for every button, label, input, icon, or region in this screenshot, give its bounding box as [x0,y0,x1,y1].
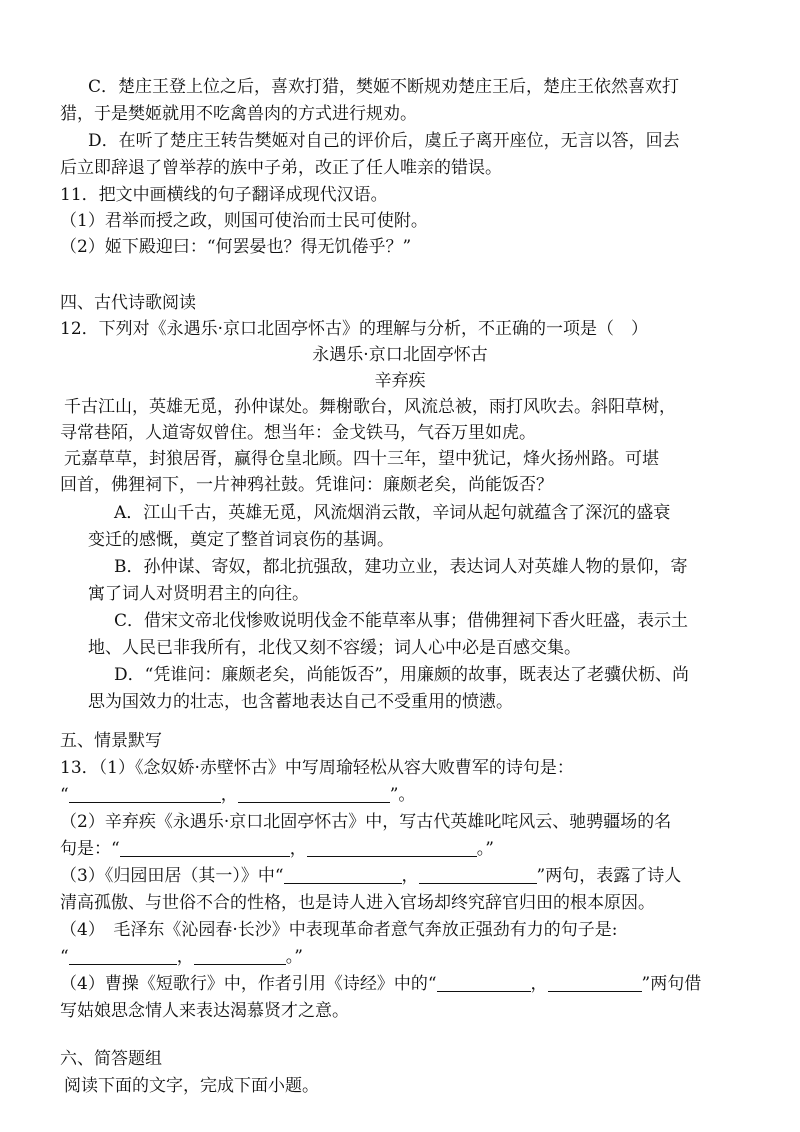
q11-sentence-2: （2）姬下殿迎曰：“何罢晏也？得无饥倦乎？” [60,237,412,257]
section-5-heading: 五、情景默写 [60,731,162,751]
answer-blank[interactable] [307,838,477,857]
q11-sentence-1: （1）君举而授之政，则国可使治而士民可使附。 [60,211,428,231]
separator: ， [401,866,419,886]
poem-stanza-1-line1: 千古江山，英雄无觅，孙仲谋处。舞榭歌台，风流总被，雨打风吹去。斜阳草树， [64,397,676,417]
q13-5-line1 [60,971,701,997]
q10-option-d-line2: 后立即辞退了曾举荐的族中子弟，改正了任人唯亲的错误。 [60,158,502,178]
q13-1-stem: 13．（1）《念奴娇·赤壁怀古》中写周瑜轻松从容大败曹军的诗句是： [60,758,574,778]
q13-2-answer-line [60,836,494,862]
q12-option-b-line2: 寓了词人对贤明君主的向往。 [88,584,309,604]
q13-4-answer-line [60,944,303,970]
q10-option-c-line1: C．楚庄王登上位之后，喜欢打猎，樊姬不断规劝楚庄王后，楚庄王依然喜欢打 [88,77,680,97]
close-quote: 。” [476,839,494,859]
q12-option-a-line2: 变迁的感慨，奠定了整首词哀伤的基调。 [88,530,394,550]
q13-3-line2: 清高孤傲、与世俗不合的性格，也是诗人进入官场却终究辞官归田的根本原因。 [60,893,655,913]
poem-stanza-1-line2: 寻常巷陌，人道寄奴曾住。想当年：金戈铁马，气吞万里如虎。 [60,423,536,443]
open-quote: “ [60,947,69,967]
separator: ， [176,947,194,967]
q12-option-b-line1: B．孙仲谋、寄奴，都北抗强敌，建功立业，表达词人对英雄人物的景仰，寄 [114,557,688,577]
q13-4-stem: （4） 毛泽东《沁园春·长沙》中表现革命者意气奔放正强劲有力的句子是: [60,920,618,940]
separator: ， [289,839,307,859]
section-4-heading: 四、古代诗歌阅读 [60,293,196,313]
close-quote: 。” [285,947,303,967]
answer-blank[interactable] [238,784,390,803]
q11-stem: 11．把文中画横线的句子翻译成现代汉语。 [60,185,388,205]
q13-5-line2: 写姑娘思念情人来表达渴慕贤才之意。 [60,1001,349,1021]
answer-blank[interactable] [120,838,290,857]
prefix: （4）曹操《短歌行》中，作者引用《诗经》中的“ [60,974,437,994]
open-quote: “ [60,785,69,805]
q10-option-c-line2: 猎，于是樊姬就用不吃禽兽肉的方式进行规劝。 [60,104,417,124]
poem-stanza-2-line1: 元嘉草草，封狼居胥，赢得仓皇北顾。四十三年，望中犹记，烽火扬州路。可堪 [64,449,659,469]
prefix: （3）《归园田居（其一）》中“ [60,866,284,886]
answer-blank[interactable] [419,865,537,884]
suffix: ”两句，表露了诗人 [536,866,682,886]
section-6-heading: 六、简答题组 [60,1049,162,1069]
separator: ， [220,785,238,805]
q12-option-d-line1: D．“凭谁问：廉颇老矣，尚能饭否”，用廉颇的故事，既表达了老骥伏枥、尚 [114,665,690,685]
prefix: 句是：“ [60,839,120,859]
answer-blank[interactable] [284,865,402,884]
q12-option-c-line2: 地、人民已非我所有，北伐又刻不容缓；词人心中必是百感交集。 [88,638,581,658]
q12-option-a-line1: A．江山千古，英雄无觅，风流烟消云散，辛词从起句就蕴含了深沉的盛衰 [114,503,671,523]
q13-2-stem: （2）辛弃疾《永遇乐·京口北固亭怀古》中，写古代英雄叱咤风云、驰骋疆场的名 [60,812,672,832]
answer-blank[interactable] [548,973,642,992]
q12-stem: 12．下列对《永遇乐·京口北固亭怀古》的理解与分析，不正确的一项是（ ） [60,319,649,339]
answer-blank[interactable] [69,784,221,803]
section-6-instruction: 阅读下面的文字，完成下面小题。 [64,1076,319,1096]
q12-option-c-line1: C．借宋文帝北伐惨败说明伐金不能草率从事；借佛狸祠下香火旺盛，表示土 [114,611,689,631]
q10-option-d-line1: D．在听了楚庄王转告樊姬对自己的评价后，虞丘子离开座位，无言以答，回去 [88,131,680,151]
answer-blank[interactable] [69,946,177,965]
q12-option-d-line2: 思为国效力的壮志，也含蓄地表达自己不受重用的愤懑。 [88,692,513,712]
poem-title: 永遇乐·京口北固亭怀古 [312,345,488,365]
poem-author: 辛弃疾 [374,371,426,391]
separator: ， [530,974,548,994]
close-quote: ”。 [389,785,416,805]
q13-3-line1 [60,863,681,889]
poem-stanza-2-line2: 回首，佛狸祠下，一片神鸦社鼓。凭谁问：廉颇老矣，尚能饭否？ [60,475,553,495]
q13-1-answer-line [60,782,415,808]
answer-blank[interactable] [437,973,531,992]
answer-blank[interactable] [194,946,286,965]
suffix: ”两句借 [641,974,702,994]
